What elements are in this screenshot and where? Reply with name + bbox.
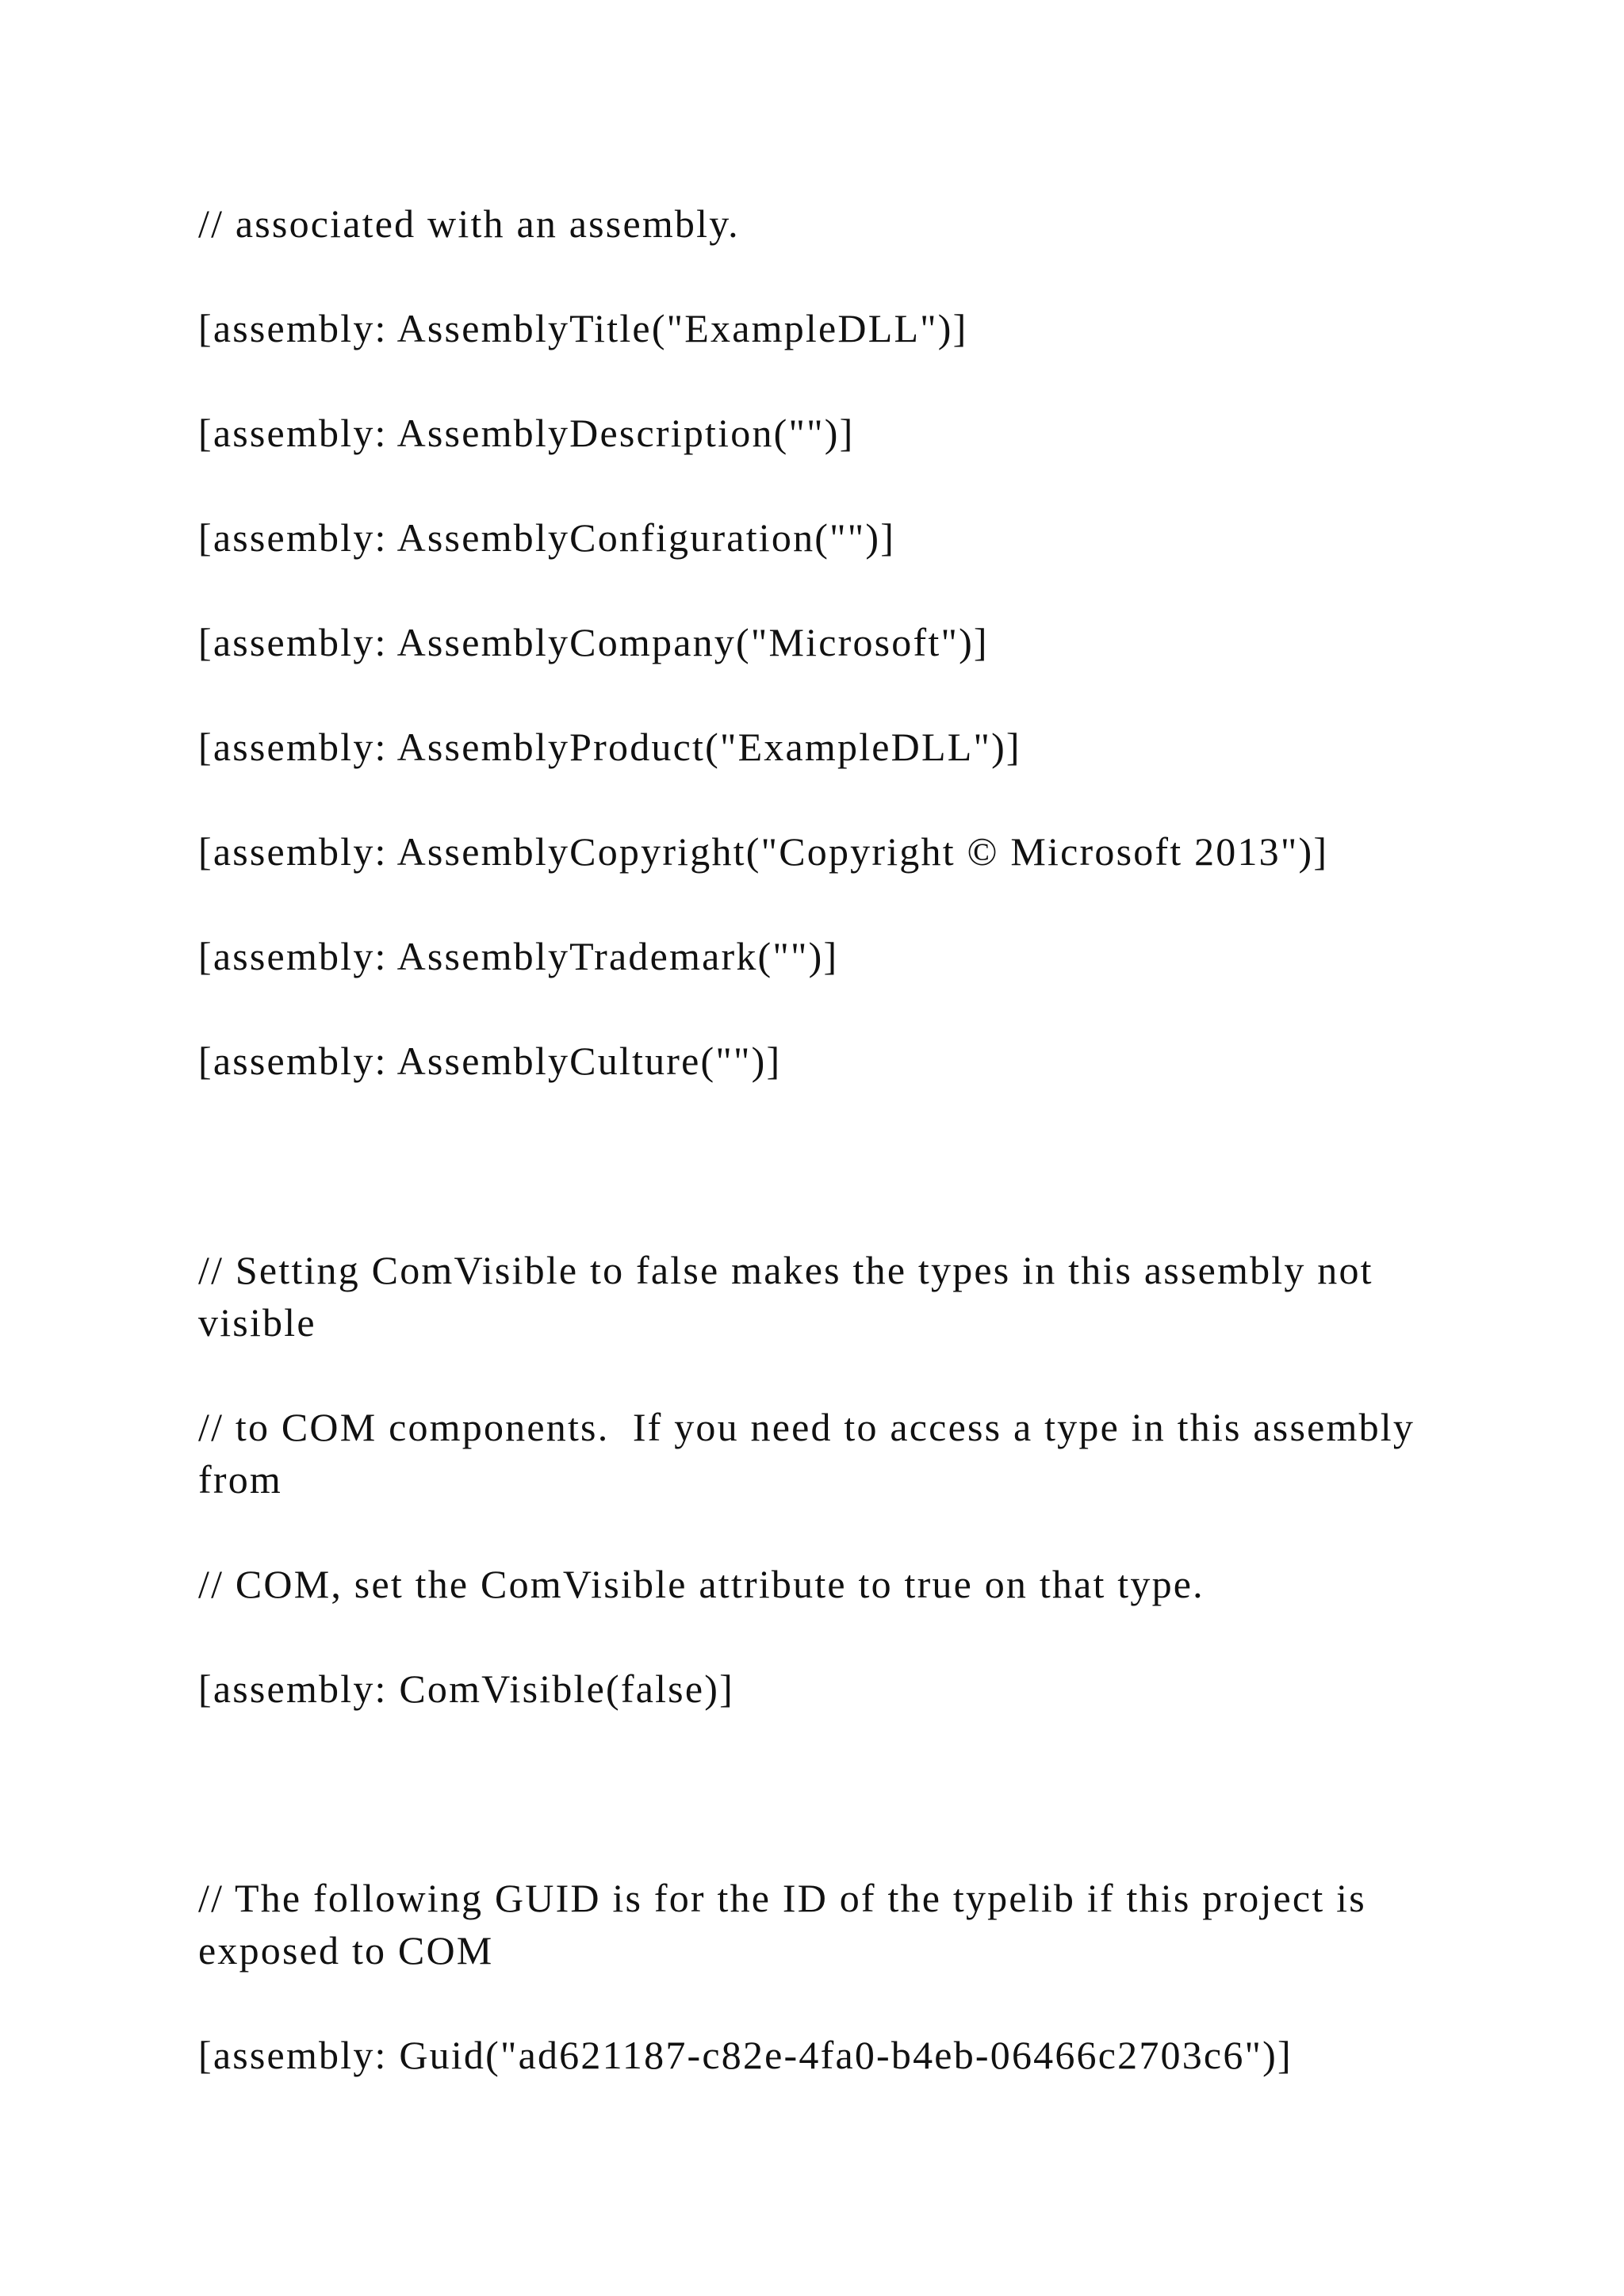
code-line-assembly-copyright: [assembly: AssemblyCopyright("Copyright © Microsoft 2013")]: [198, 829, 1329, 874]
code-line-assembly-culture: [assembly: AssemblyCulture("")]: [198, 1039, 782, 1083]
code-line-comvisible-comment-3: // COM, set the ComVisible attribute to true on that type.: [198, 1562, 1205, 1606]
code-line-assembly-description: [assembly: AssemblyDescription("")]: [198, 411, 855, 455]
code-line-comvisible-comment-2: // to COM components. If you need to access a type in this assembly from: [198, 1405, 1427, 1502]
code-line-assembly-company: [assembly: AssemblyCompany("Microsoft")]: [198, 620, 989, 664]
code-line-assembly-trademark: [assembly: AssemblyTrademark("")]: [198, 934, 839, 978]
code-line-assembly-product: [assembly: AssemblyProduct("ExampleDLL")]: [198, 725, 1021, 769]
code-line-guid-comment: // The following GUID is for the ID of the typelib if this project is exposed to COM: [198, 1876, 1378, 1973]
code-line-guid: [assembly: Guid("ad621187-c82e-4fa0-b4eb-06466c2703c6")]: [198, 2033, 1293, 2077]
code-line-comvisible: [assembly: ComVisible(false)]: [198, 1667, 734, 1711]
code-line-assembly-configuration: [assembly: AssemblyConfiguration("")]: [198, 515, 896, 560]
code-line-assembly-title: [assembly: AssemblyTitle("ExampleDLL")]: [198, 306, 968, 350]
code-line-comvisible-comment-1: // Setting ComVisible to false makes the types in this assembly not visible: [198, 1248, 1385, 1345]
code-line-comment: // associated with an assembly.: [198, 201, 740, 246]
